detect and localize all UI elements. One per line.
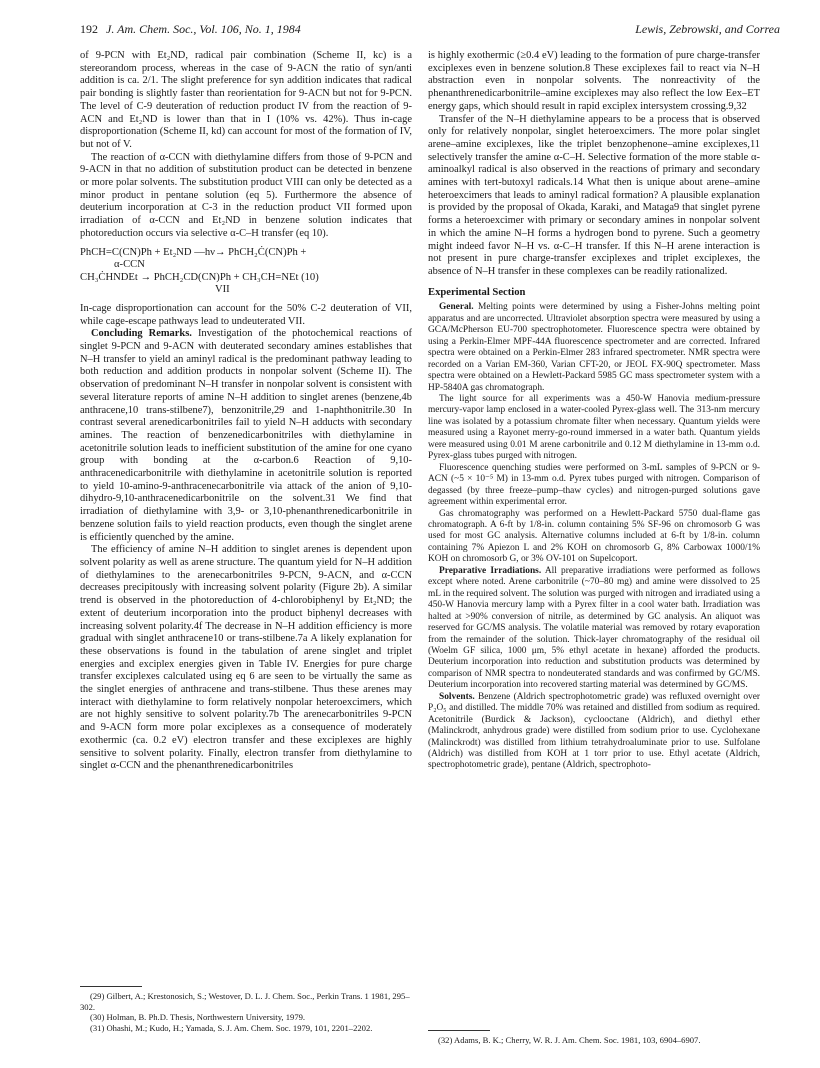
footnotes-left [80,986,412,1033]
paragraph: is highly exothermic (≥0.4 eV) leading to the formation of pure charge-transfer exciplexes even in benzene solution.8 These exciplexes fail to react via N–H abstraction even in nonpolar solvents. The nonreactivity of the phenanthrenedicarbonitrile–amine exciplexes may also reflect the low Eex–ET energy gaps, which should result in rapid exciplex intersystem crossing.9,32 [428,50,760,112]
equation-line: VII [215,284,230,296]
paragraph: of 9-PCN with Et₂ND, radical pair combination (Scheme II, kc) is a stereorandom process, whereas in the case of 9-ACN the ratio of syn/anti addition is ca. 2/1. The slight preference for syn addition indicates that radical pair bonding is slightly faster than reorientation for 9-ACN but not for 9-PCN. The level of C-9 deuteration of reduction product IV from the reaction of 9-ACN and Et₂ND is lower than that in I (10% vs. 42%). Thus in-cage disproportionation (Scheme II, kd) can account for most of the formation of IV, but not of V. [80,50,412,150]
footnote: (30) Holman, B. Ph.D. Thesis, Northwestern University, 1979. [90,1012,306,1023]
footnote: (31) Ohashi, M.; Kudo, H.; Yamada, S. J. Am. Chem. Soc. 1979, 101, 2201–2202. [90,1022,373,1033]
footnote: (32) Adams, B. K.; Cherry, W. R. J. Am. Chem. Soc. 1981, 103, 6904–6907. [438,1035,701,1045]
page-number: 192 [80,22,98,36]
section-title: Experimental Section [428,286,526,298]
paragraph: In-cage disproportionation can account for the 50% C-2 deuteration of VII, while cage-escape pathways lead to undeuterated VII. [80,302,412,327]
footnote: (29) Gilbert, A.; Krestonosich, S.; Westover, D. L. J. Chem. Soc., Perkin Trans. 1 1981, 295–302. [80,991,410,1012]
left-column [80,50,412,773]
paragraph [428,692,760,772]
experimental-text [428,302,760,772]
paragraph [80,328,412,544]
paragraph [428,566,760,692]
section-heading: Concluding Remarks. [91,328,192,340]
paragraph: Gas chromatography was performed on a Hewlett-Packard 5750 dual-flame gas chromatograph. A 6-ft by 1/8-in. column containing 5% SF-96 on chromosorb G was used for most GC analysis. Alternative columns included at 6-ft by 1/8-in. column containing 7% Apiezon L and 2% KOH on chromosorb G, 8% Carbowax 1000/1% KOH on chromosorb G, or 3% OV-101 on Supelcoport. [428,508,760,565]
paragraph-text: All preparative irradiations were performed as follows except where noted. Arene carbonitrile (~70–80 mg) and amine were dissolved to 25 mL in the required solvent. The solution was purged with nitrogen and irradiated using a 450-W Hanovia mercury lamp with a Pyrex filter in a cool water bath. Irradiation was halted at >90% conversion of nitrile, as determined by GC analysis. An aliquot was reserved for GC/MS analysis. The volatile material was removed by rotary evaporation from the remainder of the solution. Thick-layer chromatography of the residual oil (Woelm GF silica, 1000 μm, 5% ethyl acetate in hexane) afforded the products. Deuterium incorporation into reduction and substitution products was determined by comparison of NMR spectra to nondeuterated standards and was confirmed by GC/MS. Deuterium incorporation into recovered starting material was determined by GC/MS. [428,565,760,691]
author-names: Lewis, Zebrowski, and Correa [635,22,780,36]
paragraph-text: Investigation of the photochemical reactions of singlet 9-PCN and 9-ACN with deuterated secondary amines establishes that N–H transfer to yield an aminyl radical is the predominant pathway leading to both reduction and addition products in nonpolar solvent (Scheme II). The observation of predominant N–H transfer in nonpolar solvent is consistent with several literature reports of amine N–H addition to singlet arenes (benzene,4b anthracene,10 trans-stilbene7), benzonitrile,29 and 1-naphthonitrile.30 In contrast several arenedicarbonitriles fail to yield N–H adducts with secondary amines. The reaction of benzenedicarbonitriles with diethylamine in acetonitrile solution leads to inefficient substitution of the amine for one cyano group with bonding at the α-carbon.6 Reaction of 9,10-anthracenedicarbonitrile with diethylamine in acetonitrile solution is reported to yield 10-amino-9-anthracenecarbonitrile via attack of the anion of 9,10-dihydro-9,10-anthracenedicarbonitrile on the solvent.31 We find that irradiation of diethylamine with 3,9- or 3,10-phenanthrenedicarbonitrile in benzene solution fails to yield reaction products, even though the singlet arene is efficiently quenched by the amine. [80,328,412,543]
subsection-heading: General. [439,302,474,313]
paragraph: Fluorescence quenching studies were performed on 3-mL samples of 9-PCN or 9-ACN (~5 × 10⁻⁵ M) in 13-mm o.d. Pyrex tubes purged with nitrogen. Comparison of degassed (by three freeze–pump–thaw cycles) and nitrogen-purged solutions gave agreement within experimental error. [428,462,760,508]
footnote-rule [428,1030,490,1031]
subsection-heading: Solvents. [439,691,475,702]
paragraph-text: Melting points were determined by using a Fisher-Johns melting point apparatus and are uncorrected. Ultraviolet absorption spectra were measured by using a GCA/McPherson EU-700 spectrophotometer. Fluorescence spectra were obtained by using a Perkin-Elmer MPF-44A fluorescence spectrometer and are corrected. Infrared spectra were obtained on a Perkin-Elmer 283 infrared spectrometer. NMR spectra were recorded on a Varian EM-360, Varian CFT-20, or JEOL FX-90Q spectrometer. Mass spectra were obtained on a Hewlett-Packard 5985 GC mass spectrometer system with a HP-5840A gas chromatograph. [428,302,760,393]
equation-10 [80,247,412,297]
paragraph: The reaction of α-CCN with diethylamine differs from those of 9-PCN and 9-ACN in that no addition of substitution product can be detected in benzene or more polar solvents. The substitution product VIII can only be detected as a minor product in pentane solution (eq 5). Furthermore the absence of deuterium incorporation at C-3 in the reduction product VII formed upon irradiation of α-CCN and Et₂ND in benzene solution indicates that photoreduction occurs via selective α-C–H transfer (eq 10). [80,151,412,239]
paragraph [428,302,760,394]
equation-line: PhCH=C(CN)Ph + Et₂ND —hν→ PhCH₂Ċ(CN)Ph + [80,246,307,258]
right-column [428,50,760,772]
subsection-heading: Preparative Irradiations. [439,565,542,576]
footnote-rule [80,986,142,987]
footnotes-right [428,1030,760,1046]
equation-line: CH₃ĊHNDEt → PhCH₂CD(CN)Ph + CH₃CH=NEt (10) [80,271,319,283]
running-header [80,22,780,40]
paragraph: Transfer of the N–H diethylamine appears to be a process that is observed only for relatively nonpolar, singlet heteroexcimers. The more polar singlet arene–amine exciplexes, like the triplet benzophenone–amine exciplexes,11 selectively transfer the amine α-C–H. Selective formation of the more stable α-aminoalkyl radical is also observed in the reactions of primary and secondary amines with tert-butoxyl radicals.14 What then is unique about arene–amine heteroexcimers that leads to aminyl radical formation? A plausible explanation is provided by the proposal of Okada, Karaki, and Mataga9 that singlet pyrene forms a heteroexcimer with primary or secondary amines in nonpolar solvent in which the amine N–H forms a hydrogen bond to pyrene. Such a geometry might indeed favor N–H vs. α-C–H transfer. If this N–H arene interaction is not present in pure charge-transfer exciplexes and triplet exciplexes, the absence of N–H transfer in these complexes can be readily rationalized. [428,113,760,277]
paragraph: The efficiency of amine N–H addition to singlet arenes is dependent upon solvent polarity as well as arene structure. The quantum yield for N–H addition of diethylamines to the arenecarbonitriles 9-PCN, 9-ACN, and α-CCN decreases precipitously with increasing solvent polarity (Figure 2b). A similar trend is observed in the photoreduction of 4-chlorobiphenyl by Et₂ND; the extent of deuterium incorporation into the product biphenyl decreases with increasing solvent polarity.4f The decrease in N–H addition efficiency is more gradual with singlet anthracene10 or trans-stilbene.7a A likely explanation for these observations is found in the tabulation of arene singlet and triplet energies and exciplex energies given in Table IV. Energies for pure charge transfer exciplexes calculated using eq 6 are seen to be virtually the same as the singlet energies of anthracene and trans-stilbene. Thus these arenes may interact with diethylamine to form relatively nonpolar heteroexcimers, which are not highly sensitive to solvent polarity.7b The arenecarbonitriles 9-PCN and 9-ACN form more polar exciplexes as a consequence of moderately exothermic (ca. 0.2 eV) electron transfer and these exciplexes are highly sensitive to solvent polarity. Finally, electron transfer from diethylamine to singlet α-CCN and the phenanthrenedicarbonitriles [80,544,412,772]
paragraph: The light source for all experiments was a 450-W Hanovia medium-pressure mercury-vapor lamp enclosed in a water-cooled Pyrex-glass well. The 313-nm mercury line was isolated by a potassium chromate filter when necessary. Quantum yields were measured using a Rayonet merry-go-round immersed in a water bath. Quantum yields were measured using 0.01 M arene carbonitrile and 0.12 M diethylamine in 13-mm o.d. Pyrex-glass tubes purged with nitrogen. [428,393,760,462]
journal-citation: J. Am. Chem. Soc., Vol. 106, No. 1, 1984 [106,22,301,36]
equation-line: α-CCN [114,259,145,271]
paragraph-text: Benzene (Aldrich spectrophotometric grade) was refluxed overnight over P₂O₅ and distilled. The middle 70% was retained and distilled from sodium as required. Acetonitrile (Burdick & Jackson), cyclooctane (Aldrich), and diethyl ether (Malinckrodt, anhydrous grade) were distilled from sodium prior to use. Cyclohexane (Malinckrodt) was distilled from lithium tetrahydroaluminate prior to use. Sulfolane (Aldrich) was distilled from KOH at 1 torr prior to use. Ethyl acetate (Aldrich, spectrophotometric grade), pentane (Aldrich, spectrophoto- [428,691,761,771]
